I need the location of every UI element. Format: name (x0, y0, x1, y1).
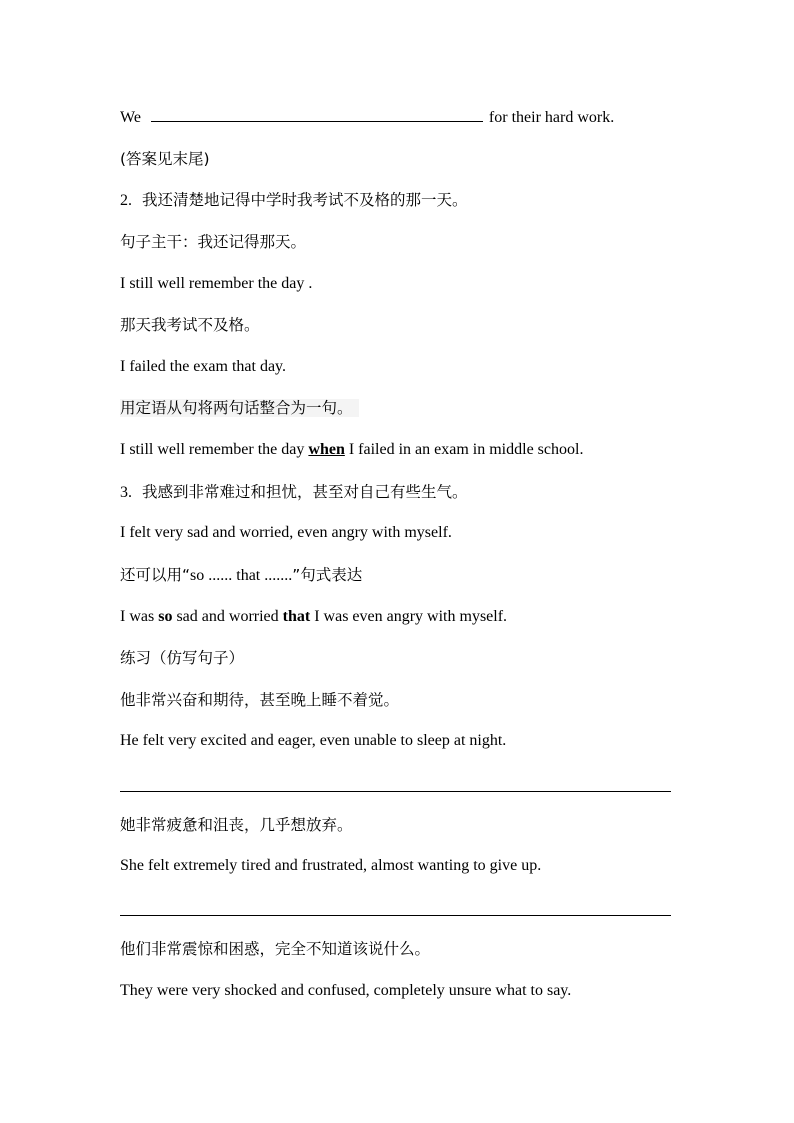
alt-suffix: ”句式表达 (292, 566, 363, 584)
alt-part-1: I was (120, 608, 155, 625)
practice-1-english: He felt very excited and eager, even unable to sleep at night. (120, 732, 507, 749)
item-3-chinese: 我感到非常难过和担忧，甚至对自己有些生气。 (142, 483, 468, 501)
instruction-text: 用定语从句将两句话整合为一句。 (120, 399, 359, 417)
combined-before: I still well remember the day (120, 441, 305, 458)
sentence-end: for their hard work. (488, 109, 615, 126)
item-3-english: I felt very sad and worried, even angry with myself. (120, 524, 452, 541)
item-2-heading (120, 190, 468, 211)
relative-adverb-keyword: when (308, 441, 345, 458)
practice-2-chinese: 她非常疲惫和沮丧，几乎想放弃。 (120, 816, 353, 834)
combined-after: I failed in an exam in middle school. (348, 441, 584, 458)
practice-title: 练习（仿写句子） (120, 649, 245, 667)
main-clause-english: I still well remember the day . (120, 275, 313, 292)
fill-blank-sentence (120, 107, 614, 128)
practice-3-english: They were very shocked and confused, completely unsure what to say. (120, 982, 572, 999)
main-clause-label: 句子主干：我还记得那天。 (120, 233, 307, 251)
alt-sentence (120, 607, 507, 627)
answer-note: (答案见末尾) (120, 150, 210, 168)
sub-sentence-english: I failed the exam that day. (120, 358, 286, 375)
item-number: 3. (120, 484, 132, 501)
answer-blank[interactable] (151, 107, 483, 122)
alt-keyword-so: so (158, 608, 173, 625)
practice-1-answer-line[interactable] (120, 791, 671, 792)
sentence-start: We (120, 109, 141, 126)
practice-1-chinese: 他非常兴奋和期待，甚至晚上睡不着觉。 (120, 691, 400, 709)
practice-2-english: She felt extremely tired and frustrated, almost wanting to give up. (120, 857, 542, 874)
item-number: 2. (120, 192, 132, 209)
sub-sentence-chinese: 那天我考试不及格。 (120, 316, 260, 334)
practice-2-answer-line[interactable] (120, 915, 671, 916)
alt-part-2: sad and worried (176, 608, 279, 625)
item-3-heading (120, 482, 468, 503)
alt-pattern-note (120, 565, 362, 586)
practice-3-chinese: 他们非常震惊和困惑，完全不知道该说什么。 (120, 940, 431, 958)
alt-prefix: 还可以用“ (120, 566, 191, 584)
alt-pattern: so ...... that ....... (190, 567, 293, 584)
alt-keyword-that: that (282, 608, 311, 625)
instruction (120, 398, 359, 418)
item-2-chinese: 我还清楚地记得中学时我考试不及格的那一天。 (142, 191, 468, 209)
combined-sentence (120, 440, 583, 460)
alt-part-3: I was even angry with myself. (314, 608, 508, 625)
